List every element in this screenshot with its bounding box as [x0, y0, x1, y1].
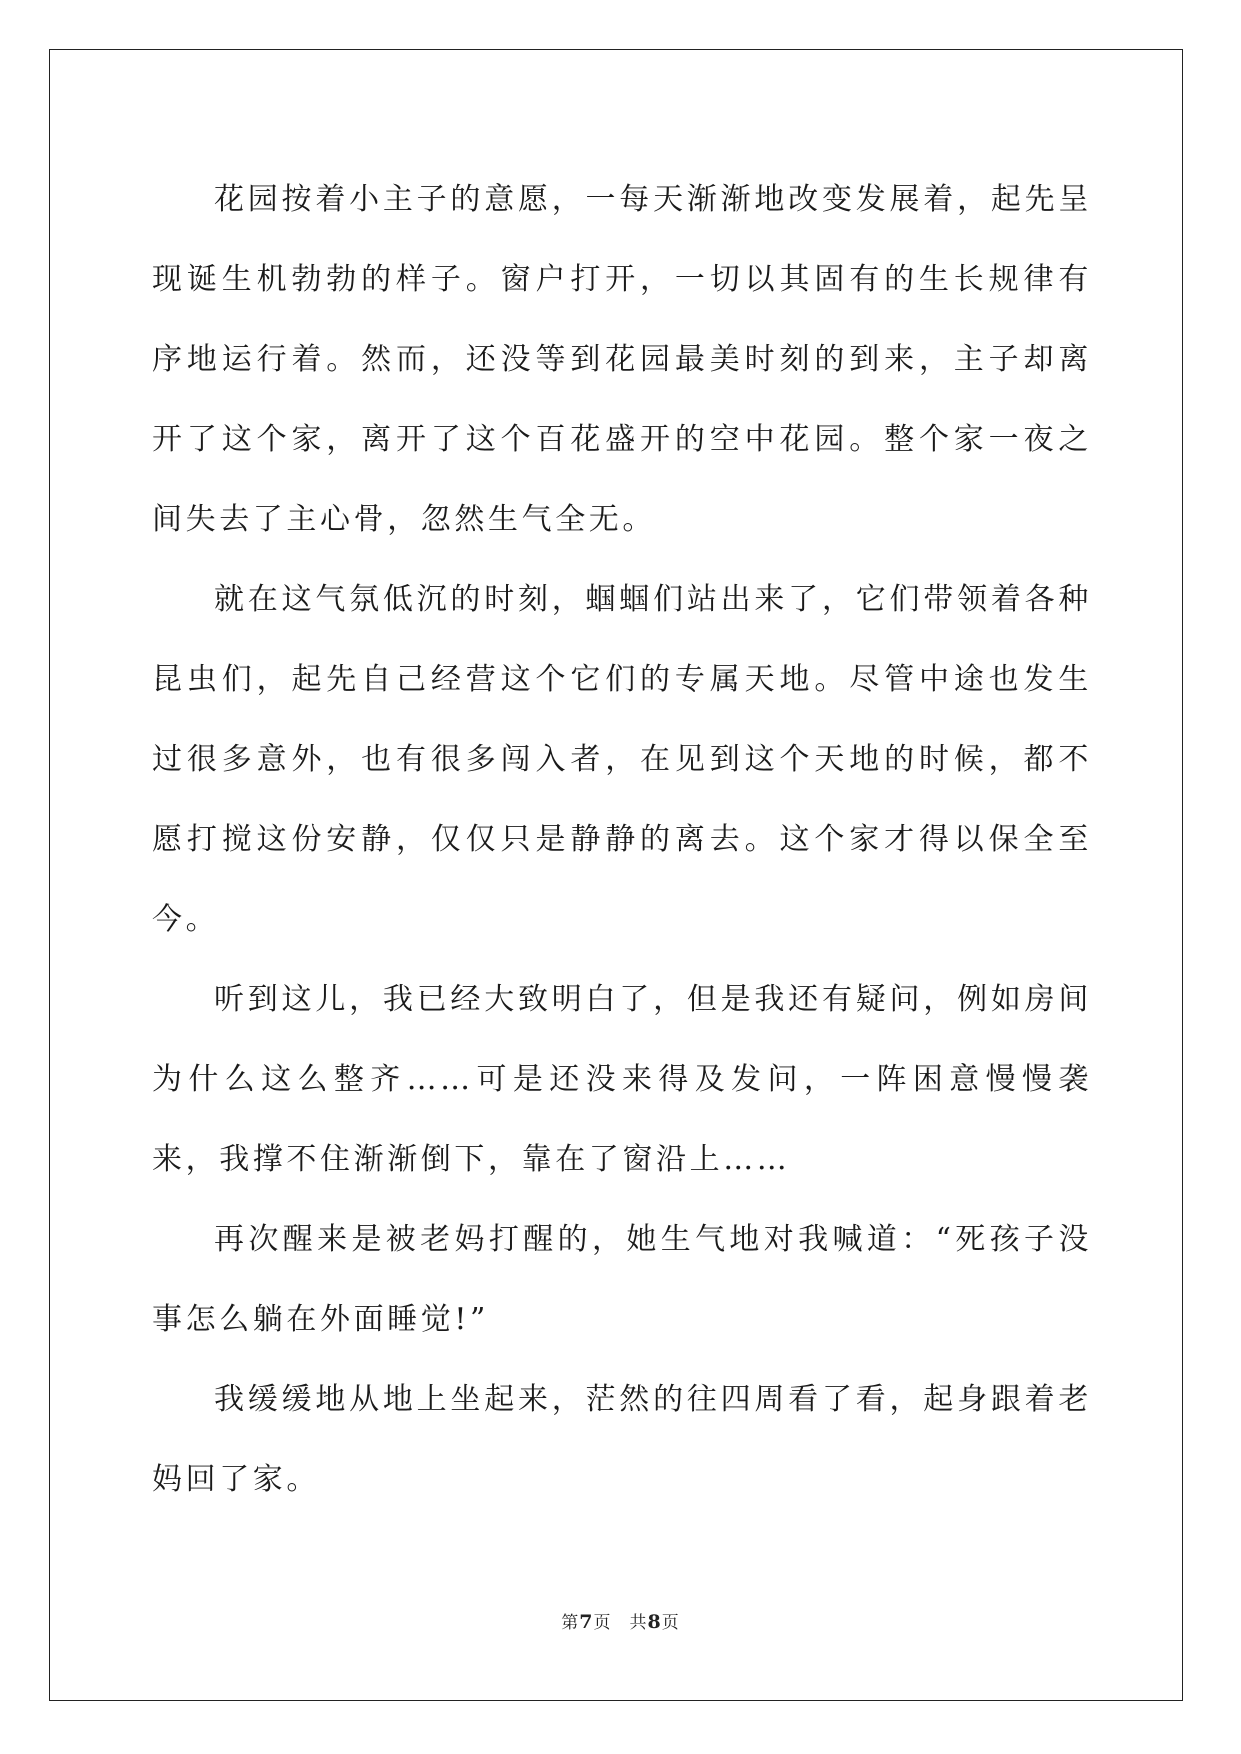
paragraph-3: 听到这儿，我已经大致明白了，但是我还有疑问，例如房间为什么这么整齐……可是还没来得及发问，一阵困意慢慢袭来，我撑不住渐渐倒下，靠在了窗沿上……: [152, 982, 1092, 1177]
paragraph-1: 花园按着小主子的意愿，一每天渐渐地改变发展着，起先呈现诞生机勃勃的样子。窗户打开，一切以其固有的生长规律有序地运行着。然而，还没等到花园最美时刻的到来，主子却离开了这个家，离开了这个百花盛开的空中花园。整个家一夜之间失去了主心骨，忽然生气全无。: [152, 182, 1092, 537]
page-footer: [0, 1608, 1241, 1633]
current-page-number: 7: [579, 1611, 594, 1633]
document-body: [152, 160, 1092, 1520]
footer-mid: 页 共: [593, 1613, 648, 1633]
footer-prefix: 第: [561, 1613, 580, 1633]
paragraph-4: 再次醒来是被老妈打醒的，她生气地对我喊道：“死孩子没事怎么躺在外面睡觉!”: [152, 1222, 1092, 1337]
paragraph-2: 就在这气氛低沉的时刻，蝈蝈们站出来了，它们带领着各种昆虫们，起先自己经营这个它们的专属天地。尽管中途也发生过很多意外，也有很多闯入者，在见到这个天地的时候，都不愿打搅这份安静，仅仅只是静静的离去。这个家才得以保全至今。: [152, 582, 1092, 937]
total-page-number: 8: [647, 1611, 662, 1633]
footer-suffix: 页: [661, 1613, 680, 1633]
paragraph-5: 我缓缓地从地上坐起来，茫然的往四周看了看，起身跟着老妈回了家。: [152, 1382, 1092, 1497]
